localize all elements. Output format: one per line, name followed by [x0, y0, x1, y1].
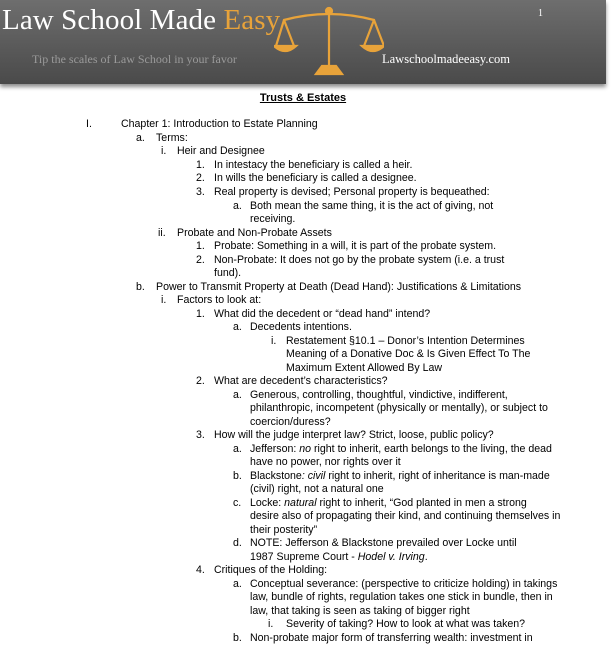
header-banner: [0, 0, 606, 84]
brand-title: [2, 4, 280, 37]
scales-of-justice-icon: [274, 4, 384, 78]
brand-accent: Easy: [223, 4, 281, 36]
page-number: 1: [538, 8, 543, 19]
website-link[interactable]: Lawschoolmadeeasy.com: [382, 52, 510, 66]
brand-main: Law School Made: [2, 4, 224, 36]
tagline: Tip the scales of Law School in your favor: [32, 52, 237, 66]
document-title: Trusts & Estates: [259, 92, 347, 104]
